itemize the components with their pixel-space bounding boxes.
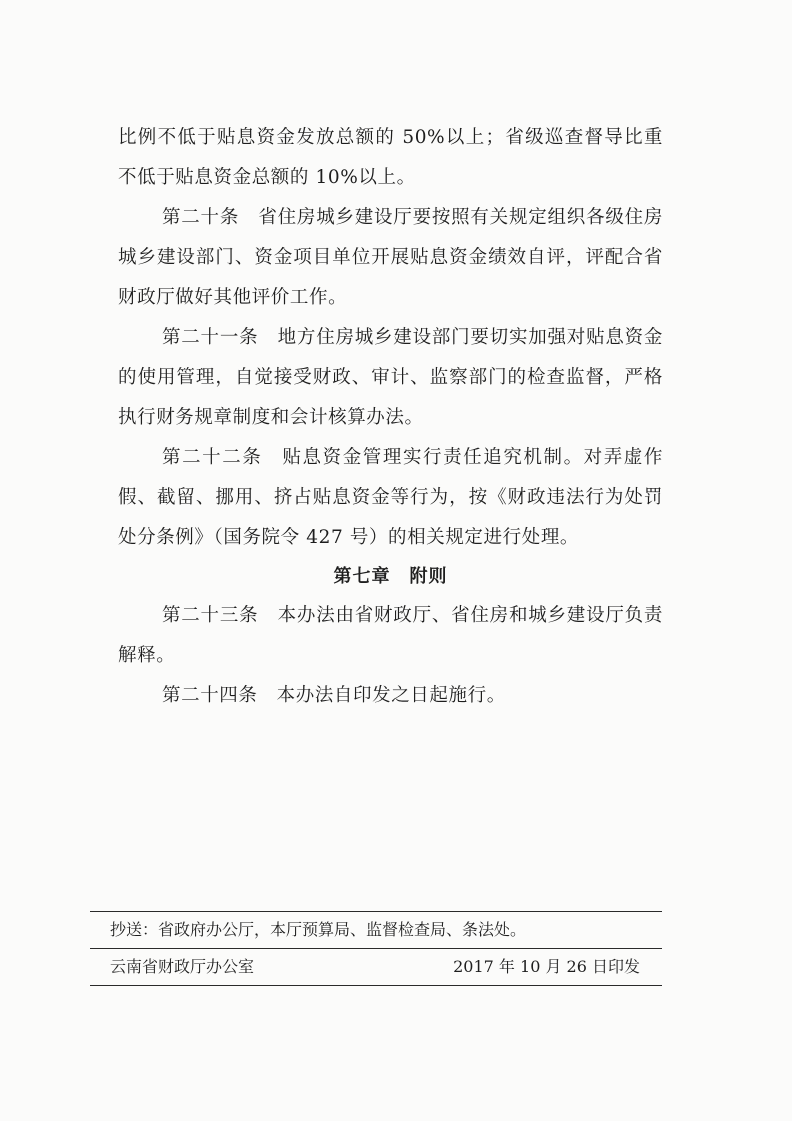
- issue-date: 2017 年 10 月 26 日印发: [453, 957, 640, 976]
- issuer-office: 云南省财政厅办公室: [110, 957, 255, 976]
- chapter-title: 第七章 附则: [333, 566, 448, 587]
- article-24: 第二十四条 本办法自印发之日起施行。: [162, 685, 506, 706]
- article-23: 第二十三条 本办法由省财政厅、省住房和城乡建设厅负责解释。: [118, 605, 663, 666]
- issue-line: [90, 949, 662, 985]
- distribution-footer: [90, 911, 662, 986]
- article-20: 第二十条 省住房城乡建设厅要按照有关规定组织各级住房城乡建设部门、资金项目单位开展贴息资金绩效自评，评配合省财政厅做好其他评价工作。: [118, 207, 663, 308]
- footer-rule-bottom: [90, 985, 662, 986]
- document-body: [118, 118, 663, 716]
- cc-list: 抄送：省政府办公厅，本厅预算局、监督检查局、条法处。: [110, 920, 527, 939]
- article-22: 第二十二条 贴息资金管理实行责任追究机制。对弄虚作假、截留、挪用、挤占贴息资金等行为，按《财政违法行为处罚处分条例》（国务院令 427 号）的相关规定进行处理。: [118, 447, 663, 548]
- article-21: 第二十一条 地方住房城乡建设部门要切实加强对贴息资金的使用管理，自觉接受财政、审计、监察部门的检查监督，严格执行财务规章制度和会计核算办法。: [118, 327, 663, 428]
- paragraph-continuation: 比例不低于贴息资金发放总额的 50%以上；省级巡查督导比重不低于贴息资金总额的 10%以上。: [118, 127, 663, 188]
